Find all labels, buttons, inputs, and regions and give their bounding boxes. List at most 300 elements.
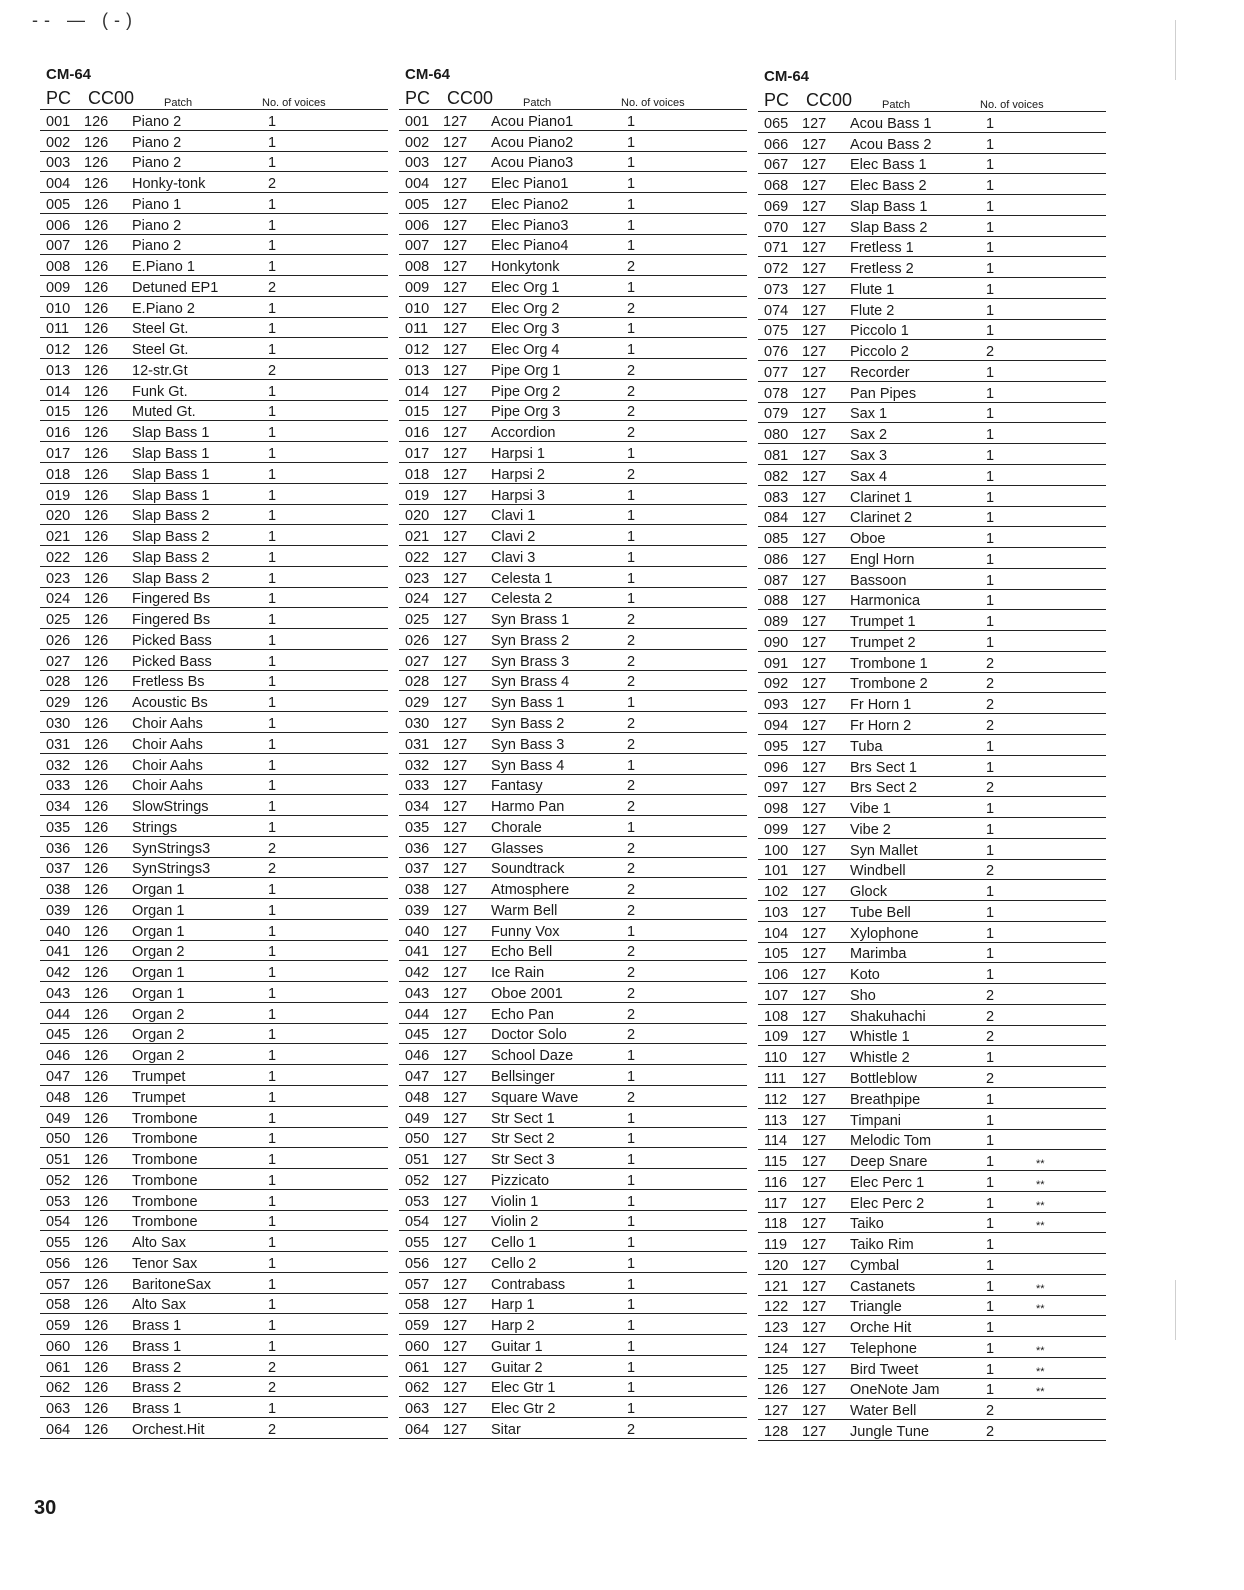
table-row [758, 1150, 1106, 1171]
cc00-value: 127 [443, 1110, 468, 1127]
patch-name: Chorale [491, 819, 542, 836]
pc-number: 062 [405, 1380, 430, 1397]
patch-name: Trombone [132, 1152, 198, 1169]
voice-count: 1 [268, 944, 277, 961]
cc00-value: 126 [84, 1172, 109, 1189]
cc00-value: 127 [443, 819, 468, 836]
cc00-value: 127 [443, 1380, 468, 1397]
pc-number: 014 [46, 383, 71, 400]
pc-number: 070 [764, 219, 789, 236]
cc00-value: 127 [802, 1050, 827, 1067]
cc00-value: 127 [443, 1401, 468, 1418]
table-row [40, 1211, 388, 1232]
voice-count: 2 [268, 1380, 277, 1397]
voice-count: 2 [986, 344, 995, 361]
table-row [758, 735, 1106, 756]
voice-count: 1 [268, 1297, 277, 1314]
pc-number: 051 [405, 1152, 430, 1169]
table-row [758, 631, 1106, 652]
header-patch: Patch [882, 99, 911, 111]
table-row [40, 1273, 388, 1294]
header-pc: PC [764, 90, 790, 110]
table-row [40, 1252, 388, 1273]
cc00-value: 126 [84, 757, 109, 774]
patch-name: Fantasy [491, 778, 543, 795]
patch-name: Vibe 2 [850, 821, 891, 838]
voice-count: 1 [268, 570, 277, 587]
patch-table-cc127-b [758, 68, 1106, 1441]
pc-number: 010 [46, 300, 71, 317]
pc-number: 013 [405, 362, 430, 379]
table-row [40, 629, 388, 650]
table-header [40, 89, 388, 110]
cc00-value: 126 [84, 778, 109, 795]
pc-number: 032 [46, 757, 71, 774]
voice-count: 1 [986, 1112, 995, 1129]
top-mark: -- — (-) [32, 10, 138, 30]
cc00-value: 127 [443, 404, 468, 421]
pc-number: 092 [764, 676, 789, 693]
voice-count: 1 [627, 1401, 636, 1418]
cc00-value: 127 [802, 551, 827, 568]
pc-number: 064 [405, 1422, 430, 1438]
patch-name: Brass 1 [132, 1338, 182, 1355]
table-row [758, 361, 1106, 382]
patch-name: Pan Pipes [850, 385, 917, 402]
patch-name: Elec Bass 2 [850, 178, 927, 195]
table-row [40, 775, 388, 796]
pc-number: 056 [46, 1255, 71, 1272]
patch-name: Slap Bass 2 [850, 219, 928, 236]
cc00-value: 126 [84, 1318, 109, 1335]
cc00-value: 127 [443, 155, 468, 172]
voice-count: 2 [268, 362, 277, 379]
patch-name: Steel Gt. [132, 321, 189, 338]
voice-count: 1 [268, 799, 277, 816]
patch-name: Picked Bass [132, 632, 212, 649]
cc00-value: 126 [84, 549, 109, 566]
pc-number: 042 [46, 965, 71, 982]
patch-name: Choir Aahs [132, 778, 203, 795]
pc-number: 053 [405, 1193, 430, 1210]
voice-count: 1 [986, 323, 995, 340]
voice-count: 2 [268, 840, 277, 857]
table-row [40, 172, 388, 193]
voice-count: 1 [986, 967, 995, 984]
pc-number: 027 [405, 653, 430, 670]
cc00-value: 127 [443, 944, 468, 961]
patch-name: Doctor Solo [491, 1027, 567, 1044]
cc00-value: 127 [443, 238, 468, 255]
patch-name: Oboe [850, 531, 886, 548]
table-row [399, 1211, 747, 1232]
pc-number: 004 [46, 176, 71, 193]
table-row [399, 754, 747, 775]
cc00-value: 126 [84, 1110, 109, 1127]
cc00-value: 127 [802, 780, 827, 797]
patch-name: Trumpet [132, 1089, 186, 1106]
table-row [399, 318, 747, 339]
patch-name: Organ 1 [132, 965, 185, 982]
cc00-value: 126 [84, 1359, 109, 1376]
pc-number: 107 [764, 987, 789, 1004]
patch-name: Slap Bass 1 [132, 466, 210, 483]
patch-name: Trumpet 1 [850, 614, 916, 631]
table-row [399, 1314, 747, 1335]
cc00-value: 127 [802, 593, 827, 610]
patch-name: Bottleblow [850, 1070, 917, 1087]
patch-name: Trombone [132, 1193, 198, 1210]
patch-name: Bird Tweet [850, 1361, 919, 1378]
patch-name: OneNote Jam [850, 1382, 940, 1399]
pc-number: 037 [46, 861, 71, 878]
pc-number: 058 [46, 1297, 71, 1314]
voice-count: 1 [986, 1237, 995, 1254]
voice-count: 1 [268, 487, 277, 504]
pc-number: 006 [46, 217, 71, 234]
cc00-value: 127 [443, 279, 468, 296]
voice-count: 1 [986, 593, 995, 610]
table-row [40, 297, 388, 318]
pc-number: 015 [405, 404, 430, 421]
patch-name: Detuned EP1 [132, 279, 219, 296]
table-row [40, 1128, 388, 1149]
patch-name: Organ 2 [132, 944, 185, 961]
cc00-value: 127 [443, 217, 468, 234]
pc-number: 055 [46, 1235, 71, 1252]
pc-number: 094 [764, 717, 789, 734]
voice-count: 1 [627, 446, 636, 463]
voice-count: 1 [627, 549, 636, 566]
patch-name: Ice Rain [491, 965, 545, 982]
cc00-value: 126 [84, 1276, 109, 1293]
pc-number: 096 [764, 759, 789, 776]
voice-count: 2 [986, 655, 995, 672]
pc-number: 054 [405, 1214, 430, 1231]
patch-name: Trumpet 2 [850, 634, 916, 651]
patch-name: Orchest.Hit [132, 1422, 205, 1438]
cc00-value: 126 [84, 466, 109, 483]
note-mark: ** [1036, 1178, 1045, 1191]
cc00-value: 127 [802, 1403, 827, 1420]
cc00-value: 127 [443, 549, 468, 566]
patch-name: Acou Bass 2 [850, 136, 932, 153]
cc00-value: 126 [84, 342, 109, 359]
cc00-value: 127 [443, 1131, 468, 1148]
pc-number: 037 [405, 861, 430, 878]
table-row [40, 1003, 388, 1024]
patch-name: Pipe Org 3 [491, 404, 561, 421]
pc-number: 089 [764, 614, 789, 631]
table-row [758, 1088, 1106, 1109]
voice-count: 1 [986, 385, 995, 402]
cc00-value: 127 [443, 1338, 468, 1355]
pc-number: 013 [46, 362, 71, 379]
voice-count: 1 [268, 1318, 277, 1335]
cc00-value: 127 [802, 884, 827, 901]
voice-count: 1 [986, 925, 995, 942]
pc-number: 118 [764, 1216, 788, 1233]
patch-name: Orche Hit [850, 1320, 912, 1337]
table-row [40, 255, 388, 276]
voice-count: 1 [627, 1214, 636, 1231]
cc00-value: 127 [443, 196, 468, 213]
patch-name: Oboe 2001 [491, 985, 563, 1002]
voice-count: 1 [627, 1318, 636, 1335]
cc00-value: 127 [802, 302, 827, 319]
patch-name: Honkytonk [491, 259, 560, 276]
voice-count: 2 [268, 861, 277, 878]
table-row [758, 278, 1106, 299]
pc-number: 090 [764, 634, 789, 651]
table-row [758, 1420, 1106, 1441]
pc-number: 021 [405, 529, 430, 546]
table-row [758, 839, 1106, 860]
cc00-value: 126 [84, 632, 109, 649]
pc-number: 002 [405, 134, 430, 151]
voice-count: 1 [268, 259, 277, 276]
pc-number: 063 [405, 1401, 430, 1418]
voice-count: 1 [268, 674, 277, 691]
table-row [40, 1231, 388, 1252]
pc-number: 104 [764, 925, 789, 942]
patch-name: School Daze [491, 1048, 574, 1065]
pc-number: 065 [764, 115, 789, 132]
voice-count: 1 [986, 842, 995, 859]
patch-name: Koto [850, 967, 880, 984]
table-row [40, 484, 388, 505]
table-row [758, 423, 1106, 444]
table-row [40, 899, 388, 920]
table-row [399, 961, 747, 982]
cc00-value: 126 [84, 217, 109, 234]
pc-number: 103 [764, 904, 789, 921]
table-row [399, 359, 747, 380]
table-row [399, 1397, 747, 1418]
patch-name: Cymbal [850, 1257, 900, 1274]
voice-count: 1 [268, 113, 277, 130]
cc00-value: 126 [84, 300, 109, 317]
patch-name: Piano 2 [132, 134, 182, 151]
patch-name: Harp 1 [491, 1297, 535, 1314]
patch-name: Syn Bass 1 [491, 695, 565, 712]
patch-name: Soundtrack [491, 861, 565, 878]
voice-count: 1 [986, 531, 995, 548]
cc00-value: 127 [802, 967, 827, 984]
voice-count: 2 [986, 1403, 995, 1420]
patch-name: Marimba [850, 946, 907, 963]
cc00-value: 126 [84, 529, 109, 546]
patch-name: Fr Horn 1 [850, 697, 912, 714]
pc-number: 091 [764, 655, 789, 672]
cc00-value: 126 [84, 1089, 109, 1106]
pc-number: 101 [764, 863, 789, 880]
cc00-value: 127 [443, 1152, 468, 1169]
voice-count: 2 [627, 362, 636, 379]
cc00-value: 127 [802, 385, 827, 402]
pc-number: 047 [46, 1068, 71, 1085]
patch-name: Elec Piano3 [491, 217, 569, 234]
cc00-value: 127 [802, 178, 827, 195]
table-row [399, 380, 747, 401]
table-row [40, 152, 388, 173]
pc-number: 035 [405, 819, 430, 836]
table-row [40, 816, 388, 837]
cc00-value: 127 [443, 1276, 468, 1293]
patch-table-cc126 [40, 66, 388, 1439]
patch-name: Elec Bass 1 [850, 157, 927, 174]
pc-number: 049 [46, 1110, 71, 1127]
table-row [758, 1109, 1106, 1130]
cc00-value: 126 [84, 446, 109, 463]
cc00-value: 127 [443, 591, 468, 608]
patch-name: Str Sect 2 [491, 1131, 555, 1148]
table-row [40, 1356, 388, 1377]
patch-name: Trombone [132, 1172, 198, 1189]
voice-count: 1 [627, 1359, 636, 1376]
pc-number: 055 [405, 1235, 430, 1252]
pc-number: 026 [46, 632, 71, 649]
cc00-value: 127 [443, 342, 468, 359]
patch-name: Fretless Bs [132, 674, 205, 691]
table-row [399, 1356, 747, 1377]
table-row [399, 1003, 747, 1024]
table-row [758, 133, 1106, 154]
table-row [40, 1335, 388, 1356]
table-row [40, 235, 388, 256]
pc-number: 001 [405, 113, 430, 130]
patch-name: Sax 3 [850, 448, 888, 465]
patch-name: Shakuhachi [850, 1008, 926, 1025]
pc-number: 048 [46, 1089, 71, 1106]
pc-number: 060 [405, 1338, 430, 1355]
table-row [758, 1026, 1106, 1047]
table-row [40, 1107, 388, 1128]
voice-count: 2 [627, 944, 636, 961]
cc00-value: 127 [802, 1237, 827, 1254]
cc00-value: 126 [84, 1131, 109, 1148]
patch-name: Harpsi 2 [491, 466, 545, 483]
patch-name: Atmosphere [491, 882, 570, 899]
patch-name: Piano 2 [132, 155, 182, 172]
pc-number: 067 [764, 157, 789, 174]
table-title: CM-64 [405, 66, 451, 83]
patch-name: Fretless 2 [850, 261, 914, 278]
pc-number: 057 [46, 1276, 71, 1293]
cc00-value: 127 [802, 136, 827, 153]
table-row [758, 112, 1106, 133]
patch-name: Warm Bell [491, 902, 558, 919]
pc-number: 125 [764, 1361, 789, 1378]
voice-count: 1 [986, 884, 995, 901]
pc-number: 114 [764, 1133, 788, 1150]
patch-name: 12-str.Gt [132, 362, 188, 379]
patch-name: Acou Piano2 [491, 134, 574, 151]
table-row [40, 505, 388, 526]
voice-count: 1 [627, 134, 636, 151]
voice-count: 1 [986, 801, 995, 818]
pc-number: 024 [405, 591, 430, 608]
cc00-value: 127 [443, 923, 468, 940]
cc00-value: 127 [802, 946, 827, 963]
cc00-value: 126 [84, 882, 109, 899]
header-cc00: CC00 [806, 90, 853, 110]
table-row [40, 442, 388, 463]
cc00-value: 126 [84, 861, 109, 878]
cc00-value: 126 [84, 383, 109, 400]
pc-number: 002 [46, 134, 71, 151]
note-mark: ** [1036, 1199, 1045, 1212]
table-row [399, 650, 747, 671]
cc00-value: 127 [802, 1070, 827, 1087]
voice-count: 2 [986, 697, 995, 714]
voice-count: 1 [268, 1027, 277, 1044]
note-mark: ** [1036, 1282, 1045, 1295]
pc-number: 045 [405, 1027, 430, 1044]
voice-count: 1 [986, 157, 995, 174]
voice-count: 1 [268, 425, 277, 442]
table-row [40, 214, 388, 235]
patch-name: Organ 2 [132, 1048, 185, 1065]
voice-count: 1 [268, 1401, 277, 1418]
voice-count: 1 [268, 695, 277, 712]
pc-number: 050 [46, 1131, 71, 1148]
page-edge-line [1175, 1280, 1176, 1340]
patch-name: Clarinet 2 [850, 510, 913, 527]
patch-name: Engl Horn [850, 551, 915, 568]
cc00-value: 126 [84, 1297, 109, 1314]
table-row [399, 816, 747, 837]
cc00-value: 127 [443, 799, 468, 816]
patch-name: Elec Piano1 [491, 176, 569, 193]
table-row [758, 693, 1106, 714]
patch-name: Syn Bass 2 [491, 715, 565, 732]
pc-number: 017 [46, 446, 71, 463]
pc-number: 003 [405, 155, 430, 172]
voice-count: 1 [986, 1382, 995, 1399]
table-row [399, 712, 747, 733]
cc00-value: 127 [802, 364, 827, 381]
voice-count: 2 [627, 736, 636, 753]
cc00-value: 127 [802, 821, 827, 838]
cc00-value: 126 [84, 736, 109, 753]
header-pc: PC [405, 88, 431, 108]
table-row [40, 1418, 388, 1439]
pc-number: 066 [764, 136, 789, 153]
table-row [40, 1190, 388, 1211]
cc00-value: 127 [443, 466, 468, 483]
patch-name: Harp 2 [491, 1318, 535, 1335]
voice-count: 1 [986, 1278, 995, 1295]
table-row [758, 1316, 1106, 1337]
note-mark: ** [1036, 1386, 1045, 1399]
pc-number: 061 [46, 1359, 71, 1376]
table-row [399, 505, 747, 526]
pc-number: 117 [764, 1195, 788, 1212]
table-row [758, 984, 1106, 1005]
voice-count: 1 [986, 136, 995, 153]
cc00-value: 127 [802, 240, 827, 257]
patch-name: Piano 2 [132, 238, 182, 255]
pc-number: 077 [764, 364, 789, 381]
patch-name: Elec Org 4 [491, 342, 560, 359]
voice-count: 1 [986, 406, 995, 423]
table-row [399, 1128, 747, 1149]
voice-count: 1 [268, 383, 277, 400]
pc-number: 080 [764, 427, 789, 444]
voice-count: 1 [268, 1048, 277, 1065]
table-row [399, 567, 747, 588]
